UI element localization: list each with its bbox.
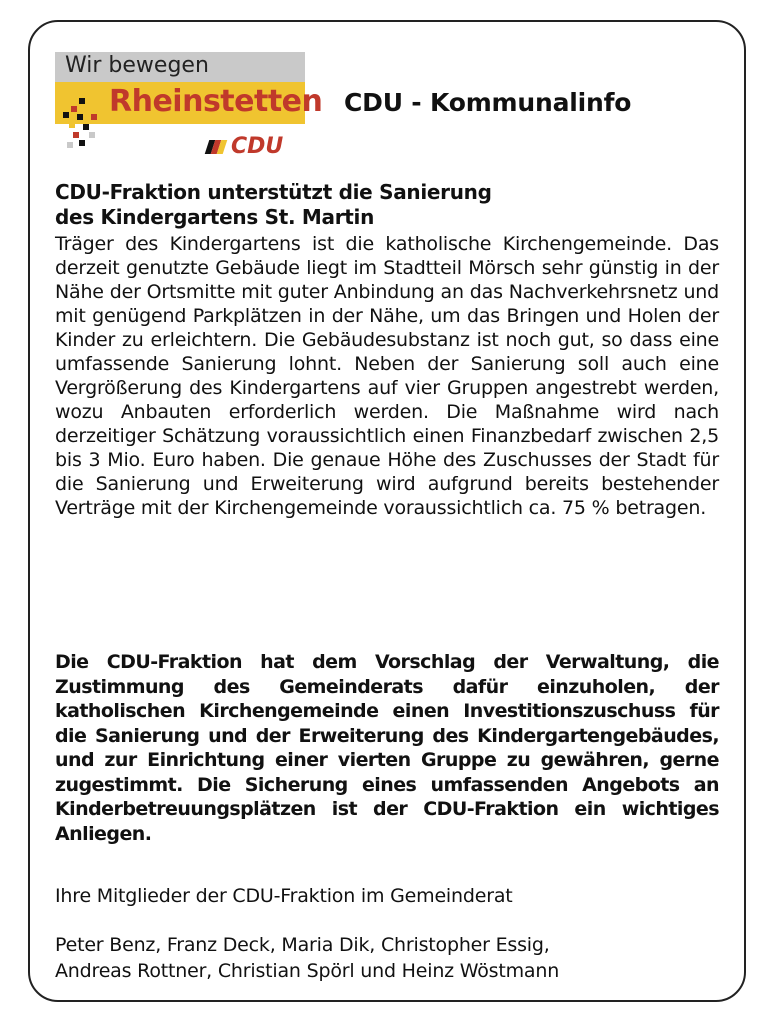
cdu-stripes-icon xyxy=(205,140,225,154)
pixel-dots-icon xyxy=(59,98,105,158)
member-names-line: Andreas Rottner, Christian Spörl und Heinz Wöstmann xyxy=(55,960,560,982)
wir-bewegen-rheinstetten-logo xyxy=(55,52,323,164)
article-signoff: Ihre Mitglieder der CDU-Fraktion im Gemeinderat xyxy=(55,885,513,907)
member-names xyxy=(55,932,719,984)
article-body: Träger des Kindergartens ist die katholische Kirchengemeinde. Das derzeit genutzte Gebäude liegt im Stadtteil Mörsch sehr günstig in der Nähe der Ortsmitte mit guter Anbindung an das Nachverkehrsnetz und mit genügend Parkplätzen in der Nähe, um das Bringen und Holen der Kinder zu erleichtern. Die Gebäudesubstanz ist noch gut, so dass eine umfassende Sanierung lohnt. Neben der Sanierung soll auch eine Vergrößerung des Kindergartens auf vier Gruppen angestrebt werden, wozu Anbauten erforderlich werden. Die Maßnahme wird nach derzeitiger Schätzung voraussichtlich einen Finanzbedarf zwischen 2,5 bis 3 Mio. Euro haben. Die genaue Höhe des Zuschusses der Stadt für die Sanierung und Erweiterung wird aufgrund bereits bestehender Verträge mit der Kirchengemeinde voraussichtlich ca. 75 % betragen. xyxy=(55,233,719,519)
logo-town: Rheinstetten xyxy=(109,84,323,119)
article-emphasis: Die CDU-Fraktion hat dem Vorschlag der Verwaltung, die Zustimmung des Gemeinderats dafür einzuholen, der katholischen Kirchengemeinde einen Investitionszuschuss für die Sanierung und der Erweiterung des Kindergartengebäudes, und zur Einrichtung einer vierten Gruppe zu gewähren, gerne zugestimmt. Die Sicherung eines umfassenden Angebots an Kinderbetreuungsplätzen ist der CDU-Fraktion ein wichtiges Anliegen. xyxy=(55,651,719,845)
page-title: CDU - Kommunalinfo xyxy=(344,88,632,117)
member-names-line: Peter Benz, Franz Deck, Maria Dik, Christopher Essig, xyxy=(55,934,550,956)
logo-slogan-band xyxy=(55,52,305,82)
article-headline: CDU-Fraktion unterstützt die Sanierung des Kindergartens St. Martin xyxy=(55,180,492,229)
logo-slogan: Wir bewegen xyxy=(65,53,209,78)
cdu-logo-text: CDU xyxy=(231,134,284,159)
cdu-logo xyxy=(205,132,301,158)
